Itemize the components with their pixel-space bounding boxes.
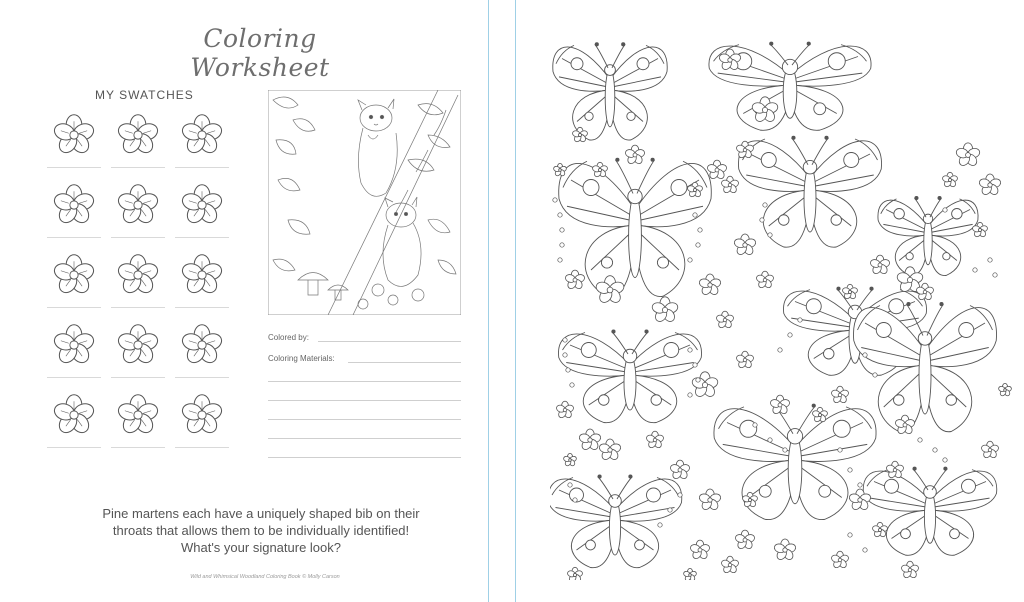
- swatch-rule: [111, 377, 165, 378]
- flower-drawing: [698, 489, 722, 511]
- swatch-flower-icon: [51, 112, 97, 158]
- dot-drawing: [560, 243, 564, 247]
- flower-drawing: [563, 453, 577, 466]
- swatch-flower-icon: [179, 112, 225, 158]
- book-credit: Wild and Whimsical Woodland Coloring Book © Molly Carson: [190, 574, 340, 580]
- dot-drawing: [988, 258, 992, 262]
- swatch-rule: [175, 167, 229, 168]
- materials-line-5[interactable]: [268, 438, 461, 439]
- colored-by-line[interactable]: [318, 341, 461, 342]
- dot-drawing: [563, 338, 567, 342]
- dot-drawing: [798, 318, 802, 322]
- swatch-cell[interactable]: [47, 178, 101, 238]
- dot-drawing: [688, 258, 692, 262]
- flower-drawing: [578, 429, 602, 451]
- flower-drawing: [698, 274, 722, 296]
- flower-drawing: [872, 522, 888, 538]
- dot-drawing: [783, 448, 787, 452]
- dot-drawing: [863, 548, 867, 552]
- swatch-cell[interactable]: [175, 318, 229, 378]
- swatch-cell[interactable]: [47, 248, 101, 308]
- dot-drawing: [768, 438, 772, 442]
- dot-drawing: [943, 458, 947, 462]
- flower-drawing: [598, 439, 622, 461]
- flower-drawing: [901, 561, 920, 579]
- colored-by-label: Colored by:: [268, 333, 309, 342]
- dot-drawing: [973, 268, 977, 272]
- flower-drawing: [736, 351, 755, 369]
- swatch-flower-icon: [115, 182, 161, 228]
- swatch-rule: [47, 447, 101, 448]
- swatch-flower-icon: [51, 182, 97, 228]
- swatch-cell[interactable]: [111, 318, 165, 378]
- swatch-cell[interactable]: [175, 248, 229, 308]
- dot-drawing: [560, 228, 564, 232]
- butterfly-drawing: [558, 330, 701, 423]
- flower-drawing: [998, 383, 1012, 396]
- swatch-flower-icon: [51, 252, 97, 298]
- flower-drawing: [691, 372, 719, 399]
- flower-drawing: [556, 401, 575, 419]
- flower-drawing: [567, 567, 583, 580]
- dot-drawing: [760, 218, 764, 222]
- materials-line-3[interactable]: [268, 400, 461, 401]
- pine-marten-illustration: [268, 90, 461, 315]
- swatch-rule: [111, 237, 165, 238]
- flower-drawing: [773, 539, 797, 561]
- dot-drawing: [848, 533, 852, 537]
- flower-drawing: [689, 540, 710, 560]
- dot-drawing: [696, 378, 700, 382]
- swatch-cell[interactable]: [111, 248, 165, 308]
- flower-drawing: [669, 460, 690, 480]
- dot-drawing: [848, 468, 852, 472]
- flower-drawing: [942, 172, 958, 188]
- flower-drawing: [553, 163, 567, 176]
- flower-drawing: [734, 530, 755, 550]
- swatch-flower-icon: [115, 112, 161, 158]
- flower-drawing: [721, 556, 740, 574]
- flower-drawing: [564, 270, 585, 290]
- coloring-materials-label: Coloring Materials:: [268, 354, 335, 363]
- swatch-cell[interactable]: [175, 388, 229, 448]
- dot-drawing: [763, 203, 767, 207]
- materials-line-6[interactable]: [268, 457, 461, 458]
- flower-drawing: [978, 174, 1002, 196]
- dot-drawing: [768, 233, 772, 237]
- swatch-rule: [175, 377, 229, 378]
- dot-drawing: [693, 213, 697, 217]
- swatch-flower-icon: [179, 392, 225, 438]
- dot-drawing: [568, 483, 572, 487]
- swatch-rule: [175, 237, 229, 238]
- swatch-rule: [175, 447, 229, 448]
- dot-drawing: [933, 448, 937, 452]
- materials-line-1[interactable]: [348, 362, 461, 363]
- materials-line-4[interactable]: [268, 419, 461, 420]
- dot-drawing: [558, 213, 562, 217]
- swatch-flower-icon: [115, 252, 161, 298]
- swatch-flower-icon: [51, 322, 97, 368]
- swatch-rule: [111, 447, 165, 448]
- butterfly-drawing: [550, 475, 682, 568]
- flower-drawing: [624, 145, 645, 165]
- swatch-rule: [47, 307, 101, 308]
- dot-drawing: [570, 383, 574, 387]
- flower-drawing: [831, 386, 850, 404]
- swatch-cell[interactable]: [111, 178, 165, 238]
- dot-drawing: [563, 353, 567, 357]
- dot-drawing: [753, 423, 757, 427]
- swatch-cell[interactable]: [111, 388, 165, 448]
- swatch-cell[interactable]: [111, 108, 165, 168]
- swatch-cell[interactable]: [47, 108, 101, 168]
- swatch-cell[interactable]: [47, 388, 101, 448]
- swatch-flower-icon: [179, 322, 225, 368]
- butterfly-drawing: [553, 43, 667, 140]
- dot-drawing: [778, 348, 782, 352]
- swatch-grid: [47, 108, 230, 460]
- dot-drawing: [918, 438, 922, 442]
- dot-drawing: [943, 208, 947, 212]
- swatch-flower-icon: [115, 322, 161, 368]
- dot-drawing: [573, 498, 577, 502]
- dot-drawing: [566, 368, 570, 372]
- swatch-rule: [175, 307, 229, 308]
- swatch-rule: [47, 167, 101, 168]
- flower-drawing: [981, 441, 1000, 459]
- left-page: [0, 0, 488, 602]
- dot-drawing: [993, 273, 997, 277]
- swatch-flower-icon: [179, 182, 225, 228]
- swatch-flower-icon: [115, 392, 161, 438]
- swatches-heading: MY SWATCHES: [95, 88, 194, 102]
- worksheet-title: Coloring Worksheet: [190, 24, 330, 82]
- swatch-flower-icon: [51, 392, 97, 438]
- right-page-edge: [515, 0, 516, 602]
- swatch-cell[interactable]: [175, 178, 229, 238]
- dot-drawing: [688, 393, 692, 397]
- flower-drawing: [831, 551, 850, 569]
- swatch-cell[interactable]: [175, 108, 229, 168]
- swatch-rule: [47, 237, 101, 238]
- butterfly-drawing: [738, 136, 881, 247]
- page-gutter-line: [488, 0, 489, 602]
- dot-drawing: [838, 448, 842, 452]
- flower-drawing: [716, 311, 735, 329]
- flower-drawing: [646, 431, 665, 449]
- butterfly-drawing: [863, 467, 996, 555]
- materials-line-2[interactable]: [268, 381, 461, 382]
- swatch-flower-icon: [179, 252, 225, 298]
- dot-drawing: [696, 243, 700, 247]
- dot-drawing: [873, 373, 877, 377]
- dot-drawing: [693, 363, 697, 367]
- dot-drawing: [678, 493, 682, 497]
- flower-drawing: [683, 568, 697, 580]
- dot-drawing: [553, 198, 557, 202]
- swatch-rule: [111, 307, 165, 308]
- flower-drawing: [651, 297, 679, 324]
- butterfly-drawing: [878, 196, 978, 275]
- dot-drawing: [788, 333, 792, 337]
- flower-drawing: [756, 271, 775, 289]
- butterfly-drawing: [714, 404, 876, 520]
- flower-drawing: [955, 143, 981, 168]
- swatch-cell[interactable]: [47, 318, 101, 378]
- dot-drawing: [863, 353, 867, 357]
- flower-drawing: [721, 176, 740, 194]
- dot-drawing: [698, 228, 702, 232]
- dot-drawing: [658, 523, 662, 527]
- dot-drawing: [688, 348, 692, 352]
- butterflies-artwork: [550, 30, 1012, 580]
- fun-fact-caption: Pine martens each have a uniquely shaped bib on their throats that allows them to be individually identified! What's your signature look?: [102, 506, 420, 555]
- swatch-rule: [111, 167, 165, 168]
- flower-drawing: [869, 255, 890, 275]
- dot-drawing: [858, 483, 862, 487]
- swatch-rule: [47, 377, 101, 378]
- dot-drawing: [668, 508, 672, 512]
- flower-drawing: [733, 234, 757, 256]
- dot-drawing: [558, 258, 562, 262]
